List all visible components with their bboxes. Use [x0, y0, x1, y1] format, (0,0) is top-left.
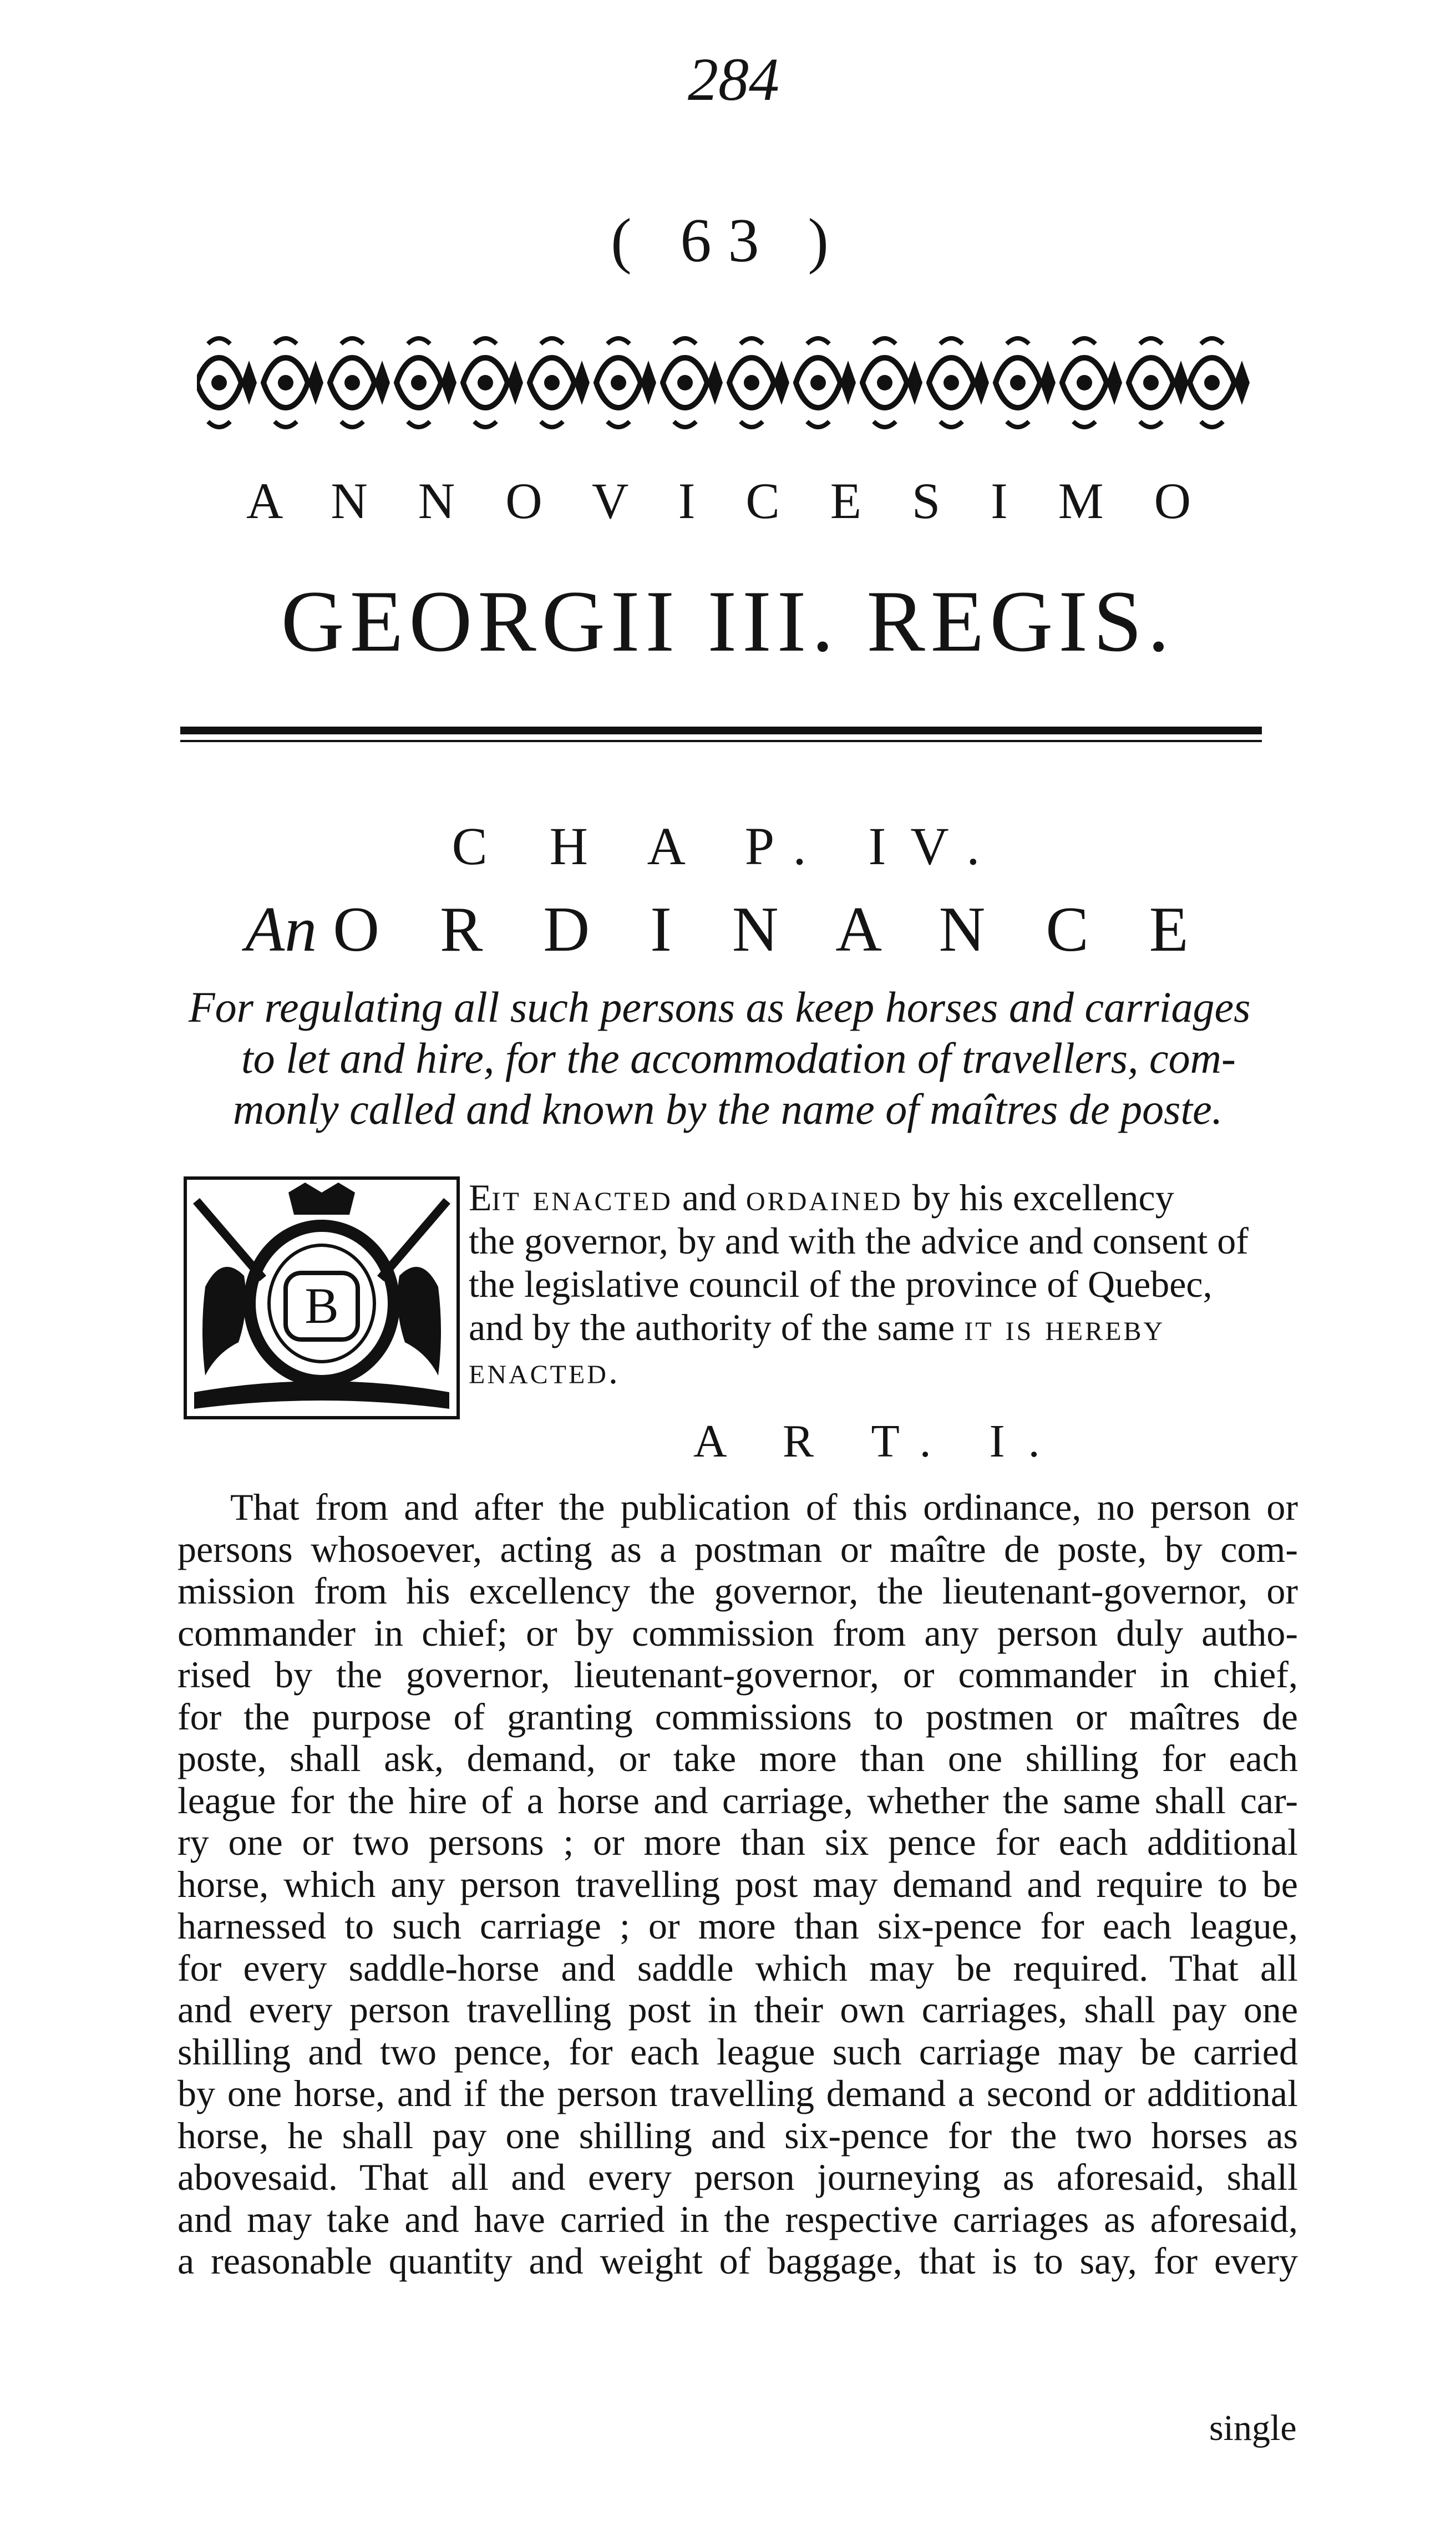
reign-title: GEORGII III. REGIS.	[281, 573, 1175, 670]
page-number: ( 63 )	[611, 206, 845, 275]
body-line: horse, which any person travelling post may demand and require to be	[177, 1863, 1298, 1905]
body-line: abovesaid. That all and every person journeying as aforesaid, shall	[177, 2156, 1298, 2198]
article-heading: A R T. I.	[693, 1415, 1063, 1467]
handwritten-page-number: 284	[688, 45, 779, 113]
body-line: That from and after the publication of this ordinance, no person or	[230, 1486, 1298, 1528]
body-line: shilling and two pence, for each league such carriage may be carried	[177, 2030, 1298, 2073]
regnal-year-heading: A N N O V I C E S I M O	[246, 473, 1210, 529]
body-line: and may take and have carried in the respective carriages as aforesaid,	[177, 2198, 1298, 2240]
body-line: for every saddle-horse and saddle which may be required. That all	[177, 1946, 1298, 1989]
body-line: league for the hire of a horse and carriage, whether the same shall car-	[177, 1779, 1298, 1821]
ornamental-border	[197, 327, 1251, 438]
drop-cap-letter: B	[305, 1277, 339, 1334]
thick-rule	[180, 727, 1262, 734]
subtitle-line: For regulating all such persons as keep horses and carriages	[189, 983, 1251, 1031]
enact-line: enacted.	[469, 1349, 620, 1392]
ordinance-prefix: An	[245, 894, 317, 965]
subtitle-line: to let and hire, for the accommodation of travellers, com-	[241, 1034, 1236, 1082]
body-line: commander in chief; or by commission from any person duly autho-	[177, 1611, 1298, 1654]
catchword: single	[1209, 2408, 1297, 2448]
subtitle-line: monly called and known by the name of maîtres de poste.	[233, 1085, 1223, 1133]
body-line: harnessed to such carriage ; or more than six-pence for each league,	[177, 1905, 1298, 1947]
ordinance-word: O R D I N A N C E	[333, 894, 1211, 965]
enacting-clause	[469, 1176, 1301, 1392]
body-line: rised by the governor, lieutenant-governor, or commander in chief,	[177, 1653, 1298, 1696]
thin-rule	[180, 740, 1262, 742]
body-line: and every person travelling post in their own carriages, shall pay one	[177, 1988, 1298, 2031]
article-body	[177, 1486, 1298, 2282]
enact-line: and by the authority of the same it is hereby	[469, 1306, 1165, 1348]
body-line: by one horse, and if the person travelling demand a second or additional	[177, 2072, 1298, 2114]
ordinance-subtitle	[189, 982, 1270, 1135]
ordinance-heading	[0, 893, 1456, 967]
enact-line: the legislative council of the province of Quebec,	[469, 1263, 1213, 1305]
body-line: persons whosoever, acting as a postman or maître de poste, by com-	[177, 1528, 1298, 1570]
chapter-heading: C H A P. IV.	[451, 816, 1005, 876]
enact-line: Eit enacted and ordained by his excellency	[469, 1176, 1174, 1219]
body-line: ry one or two persons ; or more than six pence for each additional	[177, 1821, 1298, 1863]
body-line: for the purpose of granting commissions to postmen or maîtres de	[177, 1695, 1298, 1738]
enact-line: the governor, by and with the advice and consent of	[469, 1220, 1249, 1262]
body-line: horse, he shall pay one shilling and six-pence for the two horses as	[177, 2114, 1298, 2157]
royal-arms-initial	[183, 1176, 460, 1420]
body-line: a reasonable quantity and weight of baggage, that is to say, for every	[177, 2240, 1298, 2282]
body-line: mission from his excellency the governor, the lieutenant-governor, or	[177, 1570, 1298, 1612]
body-line: poste, shall ask, demand, or take more than one shilling for each	[177, 1737, 1298, 1779]
